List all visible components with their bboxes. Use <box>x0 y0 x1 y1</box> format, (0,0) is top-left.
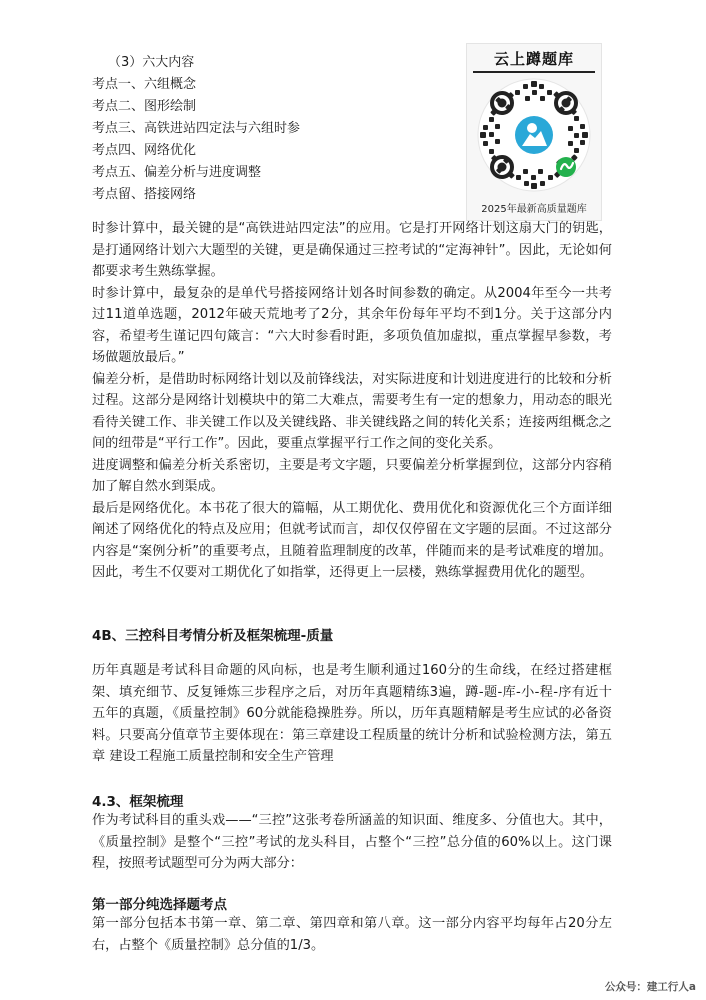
outline-item-5: 考点五、偏差分析与进度调整 <box>92 165 262 180</box>
outline-item-2: 考点二、图形绘制 <box>92 99 197 114</box>
section-heading-4-3: 4.3、框架梳理 <box>92 794 184 810</box>
section-4-3-paragraph: 作为考试科目的重头戏——“三控”这张考卷所涵盖的知识面、维度多、分值也大。其中，《质量控制》是整个“三控”考试的龙头科目，占整个“三控”总分值的60%以上。这门课程，按照考试题型可分为两大部分： <box>92 813 612 871</box>
section-heading-4b: 4B、三控科目考情分析及框架梳理-质量 <box>92 628 334 644</box>
outline-item-6: 考点留、搭接网络 <box>92 187 197 202</box>
paragraph-1: 时参计算中，最关键的是“高铁进站四定法”的应用。它是打开网络计划这扇大门的钥匙，是打通网络计划六大题型的关键，更是确保通过三控考试的“定海神针”。因此，无论如何都要求考生熟练掌握。 <box>92 221 612 279</box>
part-1-heading: 第一部分纯选择题考点 <box>92 897 227 913</box>
paragraph-3: 偏差分析，是借助时标网络计划以及前锋线法，对实际进度和计划进度进行的比较和分析过程。这部分是网络计划模块中的第二大难点，需要考生有一定的想象力，用动态的眼光看待关键工作、非关键工作以及关键线路、非关键线路之间的转化关系；连接两组概念之间的纽带是“平行工作”。因此，要重点掌握平行工作之间的变化关系。 <box>92 371 612 451</box>
qr-title-divider <box>473 71 595 73</box>
outline-item-1: 考点一、六组概念 <box>92 77 197 92</box>
mini-program-code-icon <box>475 76 593 194</box>
mini-program-qr-card <box>466 43 602 221</box>
outline-item-3: 考点三、高铁进站四定法与六组时参 <box>92 121 301 136</box>
outline-item-4: 考点四、网络优化 <box>92 143 197 158</box>
footer-account-label: 公众号：建工行人a <box>604 981 696 993</box>
qr-card-caption: 2025年最新高质量题库 <box>481 204 587 215</box>
paragraph-5: 最后是网络优化。本书花了很大的篇幅，从工期优化、费用优化和资源优化三个方面详细阐述了网络优化的特点及应用；但就考试而言，却仅仅停留在文字题的层面。不过这部分内容是“案例分析”的重要考点，且随着监理制度的改革，伴随而来的是考试难度的增加。因此，考生不仅要对工期优化了如指掌，还得更上一层楼，熟练掌握费用优化的题型。 <box>92 500 612 580</box>
section-4b-paragraph: 历年真题是考试科目命题的风向标，也是考生顺利通过160分的生命线，在经过搭建框架、填充细节、反复锤炼三步程序之后，对历年真题精练3遍，蹲-题-库-小-程-序有近十五年的真题，《质量控制》60分就能稳操胜券。所以，历年真题精解是考生应试的必备资料。只要高分值章节主要体现在：第三章建设工程质量的统计分析和试验检测方法，第五章 建设工程施工质量控制和安全生产管理 <box>92 663 612 764</box>
paragraph-2: 时参计算中，最复杂的是单代号搭接网络计划各时间参数的确定。从2004年至今一共考过11道单选题，2012年破天荒地考了2分，其余年份每年平均不到1分。关于这部分内容，希望考生谨记四句箴言：“六大时参看时距，多项负值加虚拟，重点掌握早参数，考场做题放最后。” <box>92 285 612 365</box>
qr-card-title: 云上蹲题库 <box>493 50 574 68</box>
outline-heading: （3）六大内容 <box>108 55 195 70</box>
part-1-paragraph: 第一部分包括本书第一章、第二章、第四章和第八章。这一部分内容平均每年占20分左右，占整个《质量控制》总分值的1/3。 <box>92 916 612 953</box>
outline-list <box>92 52 452 206</box>
paragraph-4: 进度调整和偏差分析关系密切，主要是考文字题，只要偏差分析掌握到位，这部分内容稍加了解自然水到渠成。 <box>92 457 612 494</box>
intro-paragraphs <box>92 218 612 584</box>
